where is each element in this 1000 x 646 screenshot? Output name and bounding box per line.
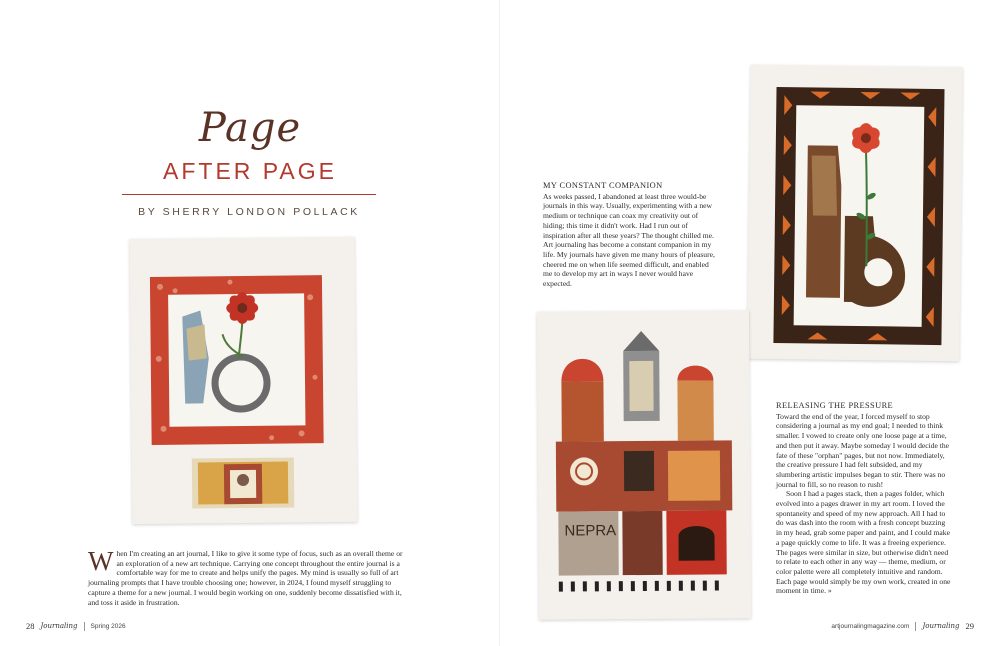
section-heading: RELEASING THE PRESSURE: [776, 401, 894, 410]
footer-left: [26, 621, 126, 631]
spread-gutter: [499, 0, 500, 646]
magazine-brand-right: Journaling: [922, 622, 960, 630]
page-number-left: 28: [26, 621, 35, 631]
section-heading: MY CONSTANT COMPANION: [543, 181, 663, 190]
section-paragraph: Soon I had a pages stack, then a pages folder, which evolved into a pages drawer in my art room. I loved the spontaneity and speed of my new approach. All I had to do was dash into the room with a fresh concept buzzing in my head, grab some paper and paint, and I could make a page quickly come to life. It was a freeing experience. The pages were similar in size, but otherwise didn't need to relate to each other in any way — theme, medium, or color palette were all completely intuitive and random. Each page would simply be my own work, created in one moment in time. »: [776, 489, 951, 596]
intro-paragraph: [88, 546, 410, 607]
artwork-tag-text: NEPRA: [564, 522, 617, 540]
section-paragraph: As weeks passed, I abandoned at least three would-be journals in this way. Usually, experimenting with a new medium or technique can coax my creativity out of hiding; this time it didn't work. Had I run out of inspiration after all these years? The thought chilled me. Art journaling has become a constant companion in my life. My journals have given me many hours of pleasure, cheered me on when life seemed difficult, and enabled me to develop my art in ways I never would have expected.: [543, 191, 715, 289]
footer-separator: [84, 622, 85, 631]
section-releasing-pressure: [776, 401, 951, 596]
footer-separator: [915, 622, 916, 631]
artwork-vases-flower-image: [747, 65, 963, 362]
magazine-website[interactable]: artjournalingmagazine.com: [831, 622, 910, 630]
artwork-collage-city-page: [537, 310, 751, 619]
magazine-brand-left: Journaling: [40, 622, 78, 630]
title-divider: [122, 194, 376, 195]
byline: BY SHERRY LONDON POLLACK: [138, 206, 360, 218]
section-paragraph: Toward the end of the year, I forced myself to stop considering a journal as my end goal; I needed to think smaller. I vowed to create only one loose page at a time, and then put it away. Maybe someday I would decide the fate of these "orphan" pages, but not now. Immediately, the creative pressure I had felt subsided, and my slumbering artistic impulses began to stir. There was no journal to fill, so no reason to rush!: [776, 411, 950, 489]
artwork-collage-city-image: [537, 310, 751, 619]
drop-cap: W: [88, 546, 114, 576]
artwork-vases-flower-page: [747, 65, 963, 362]
artwork-flower-vase-image: [130, 237, 358, 524]
page-number-right: 29: [965, 621, 974, 631]
section-constant-companion: [543, 181, 718, 289]
issue-label: Spring 2026: [90, 622, 126, 630]
title-subtitle: AFTER PAGE: [163, 158, 337, 184]
artwork-flower-vase-page: [130, 237, 358, 524]
intro-text: hen I'm creating an art journal, I like to give it some type of focus, such as an overall theme or an exploration of a new art technique. Carrying one concept throughout the entire journal is a comfortable way for me to create and helps unify the pages. My mind is usually so full of art journaling prompts that I have trouble choosing one; however, in 2024, I found myself struggling to capture a theme for a new journal. I would begin working on one, suddenly become dissatisfied with it, and toss it aside in frustration.: [88, 549, 403, 607]
title-script-word: Page: [198, 105, 302, 151]
footer-right: [831, 621, 974, 631]
